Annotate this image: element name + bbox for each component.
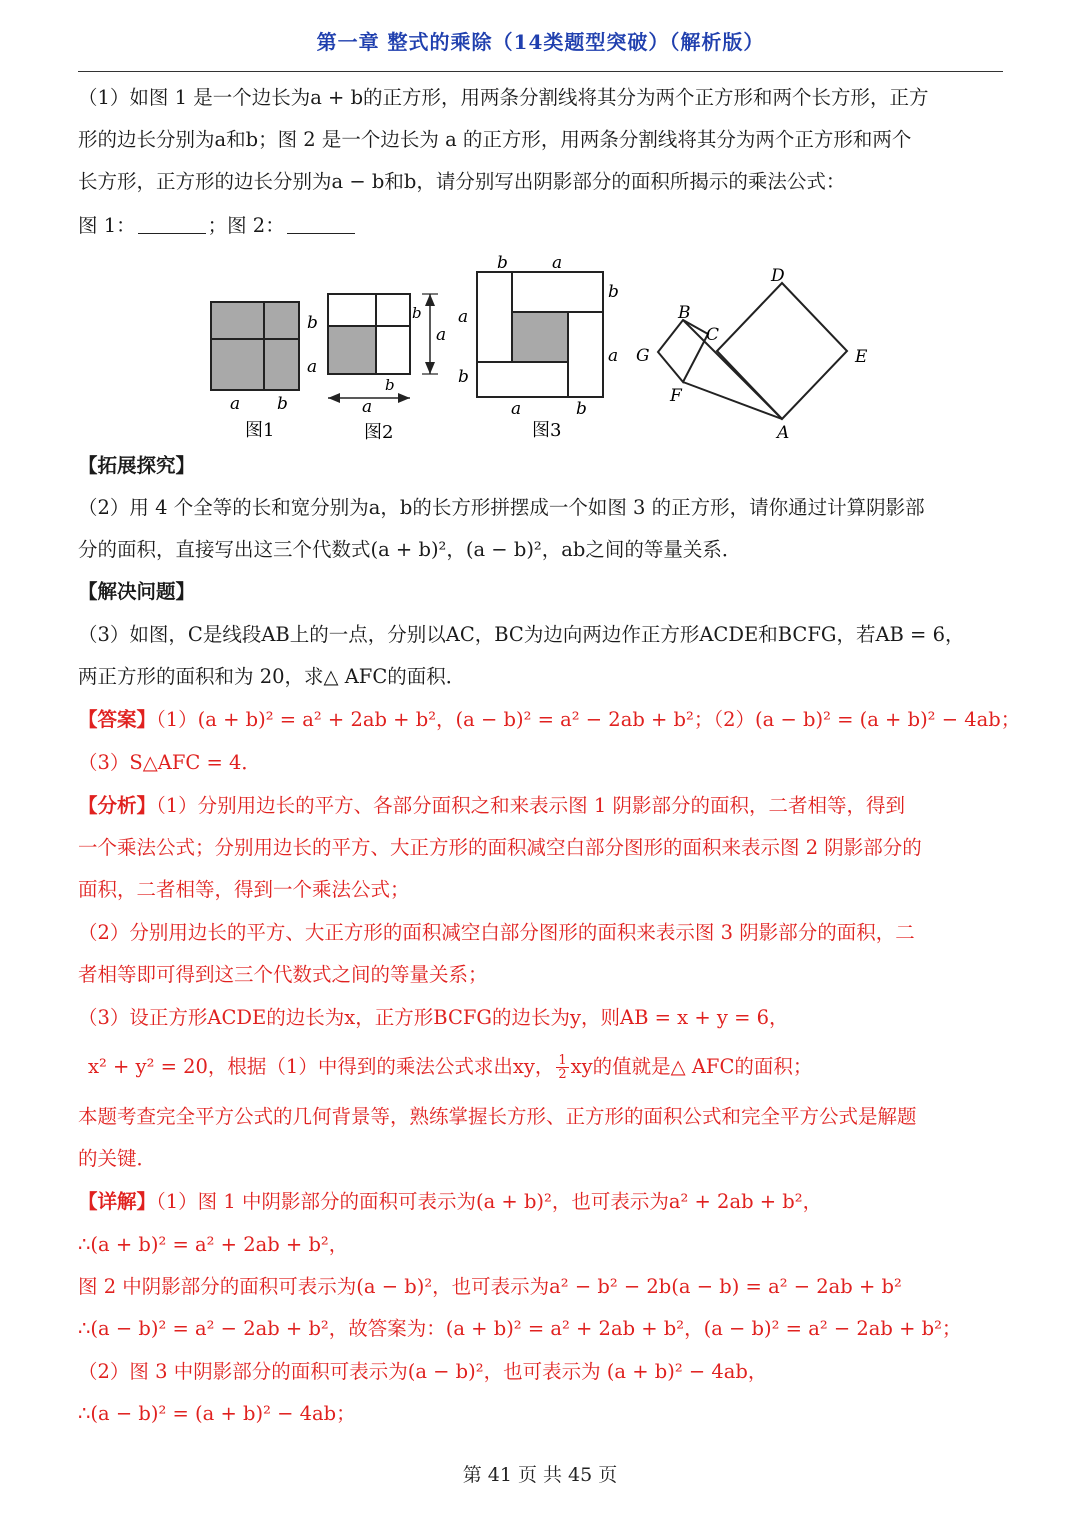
point-a-label: A: [777, 423, 790, 443]
q1-blanks-line: [78, 212, 1008, 240]
header-rule: [78, 71, 1003, 72]
detail-tag: 【详解】: [78, 1190, 157, 1213]
figure-1: [211, 302, 318, 441]
fig1-square: [211, 302, 299, 390]
fig2-label-b-right: b: [412, 304, 422, 322]
q2-line2: 分的面积，直接写出这三个代数式(a + b)²，(a − b)²，ab之间的等量关系．: [78, 538, 742, 561]
answer-line1: [78, 706, 1021, 734]
point-g-label: G: [636, 346, 650, 366]
fraction-denominator: 2: [558, 1067, 567, 1082]
segment-fa: [683, 382, 782, 419]
figure-2: [328, 294, 446, 443]
fig3-label-a-right: a: [608, 346, 619, 366]
fig2-v-arrow-down: [425, 362, 435, 374]
fig3-label-b-left: b: [458, 367, 469, 387]
fig1-blank-label: 图 1：: [78, 214, 136, 237]
fig2-v-arrow-up: [425, 294, 435, 306]
fig3-label-a-left: a: [458, 307, 469, 327]
figure-4-labels: [636, 266, 868, 443]
fig1-answer-blank: [138, 213, 206, 234]
detail-line1: [78, 1188, 1008, 1216]
point-c-label: C: [706, 325, 720, 345]
q1-line3: 长方形，正方形的边长分别为a − b和b，请分别写出阴影部分的面积所揭示的乘法公式：: [78, 170, 846, 193]
page-header: 第一章 整式的乘除（14类题型突破）（解析版）: [316, 30, 765, 54]
analysis-text7a: x² + y² = 20，根据（1）中得到的乘法公式求出xy，: [88, 1055, 555, 1078]
q3-line1: （3）如图，C是线段AB上的一点，分别以AC，BC为边向两边作正方形ACDE和BCFG，若AB = 6，: [78, 623, 965, 646]
analysis-line1: [78, 792, 1008, 820]
figures-svg: [200, 248, 900, 448]
fig3-shaded-square: [512, 312, 568, 362]
section-solve: 【解决问题】: [78, 580, 196, 603]
fig2-label-a-bottom: a: [362, 397, 373, 417]
fig2-h-arrow-right: [398, 393, 410, 403]
square-bcfg: [658, 320, 708, 382]
fig1-label-a-bottom: a: [230, 394, 241, 414]
detail-line5: （2）图 3 中阴影部分的面积可表示为(a − b)²，也可表示为 (a + b)² − 4ab，: [78, 1360, 768, 1383]
q1-line2: 形的边长分别为a和b；图 2 是一个边长为 a 的正方形，用两条分割线将其分为两个正方形和两个: [78, 128, 912, 151]
answer-text: （1）(a + b)² = a² + 2ab + b²，(a − b)² = a² − 2ab + b²；（2）(a − b)² = (a + b)² − 4ab；: [156, 708, 1021, 731]
point-b-label: B: [678, 303, 691, 323]
fig1-label-a-right: a: [307, 357, 318, 377]
point-f-label: F: [670, 386, 682, 406]
fig3-label-b-bottom: b: [576, 399, 587, 419]
point-d-label: D: [771, 266, 785, 286]
page-footer: 第 41 页 共 45 页: [462, 1464, 618, 1486]
figures-area: [200, 248, 900, 448]
fig1-label-b-right: b: [307, 313, 318, 333]
fig3-label-a-bottom: a: [511, 399, 522, 419]
detail-line2: ∴(a + b)² = a² + 2ab + b²，: [78, 1233, 349, 1256]
fig3-label-a-top: a: [552, 253, 563, 273]
figure-3: [458, 253, 619, 441]
analysis-line7: [88, 1053, 1018, 1081]
analysis-line8: 本题考查完全平方公式的几何背景等，熟练掌握长方形、正方形的面积公式和完全平方公式是解题: [78, 1105, 917, 1128]
fraction-half: [556, 1054, 568, 1081]
detail-text1: （1）图 1 中阴影部分的面积可表示为(a + b)²，也可表示为a² + 2ab + b²，: [156, 1190, 823, 1213]
analysis-tag: 【分析】: [78, 794, 157, 817]
fig3-caption: 图3: [532, 420, 562, 441]
fig1-caption: 图1: [245, 420, 275, 441]
fig3-label-b-top: b: [497, 253, 508, 273]
analysis-line6: （3）设正方形ACDE的边长为x，正方形BCFG的边长为y，则AB = x + y = 6，: [78, 1006, 789, 1029]
detail-line6: ∴(a − b)² = (a + b)² − 4ab；: [78, 1402, 356, 1425]
fig3-label-b-right: b: [608, 282, 619, 302]
section-extend: 【拓展探究】: [78, 454, 196, 477]
answer-tag: 【答案】: [78, 708, 157, 731]
q2-line1: （2）用 4 个全等的长和宽分别为a，b的长方形拼摆成一个如图 3 的正方形，请你通过计算阴影部: [78, 496, 925, 519]
analysis-line4: （2）分别用边长的平方、大正方形的面积减空白部分图形的面积来表示图 3 阴影部分的面积，二: [78, 921, 915, 944]
q1-line1: （1）如图 1 是一个边长为a + b的正方形，用两条分割线将其分为两个正方形和两个长方形，正方: [78, 86, 929, 109]
fig2-label-a-right: a: [436, 325, 447, 345]
point-e-label: E: [855, 347, 868, 367]
answer-line2: （3）S△AFC = 4．: [78, 751, 261, 774]
analysis-text7b: xy的值就是△ AFC的面积；: [570, 1055, 813, 1078]
analysis-line5: 者相等即可得到这三个代数式之间的等量关系；: [78, 963, 488, 986]
fig2-blank-label: ；图 2：: [207, 214, 285, 237]
analysis-line9: 的关键．: [78, 1147, 157, 1170]
analysis-line2: 一个乘法公式；分别用边长的平方、大正方形的面积减空白部分图形的面积来表示图 2 阴影部分的: [78, 836, 922, 859]
fraction-numerator: 1: [558, 1053, 567, 1068]
fig2-h-arrow-left: [328, 393, 340, 403]
analysis-text1: （1）分别用边长的平方、各部分面积之和来表示图 1 阴影部分的面积，二者相等，得到: [156, 794, 905, 817]
fig2-answer-blank: [287, 213, 355, 234]
analysis-line3: 面积，二者相等，得到一个乘法公式；: [78, 878, 410, 901]
fig1-label-b-bottom: b: [277, 394, 288, 414]
detail-line3: 图 2 中阴影部分的面积可表示为(a − b)²，也可表示为a² − b² − 2b(a − b) = a² − 2ab + b²: [78, 1275, 902, 1298]
square-acde: [717, 283, 847, 419]
q3-line2: 两正方形的面积和为 20，求△ AFC的面积．: [78, 665, 466, 688]
fig2-caption: 图2: [364, 422, 394, 443]
fig2-shaded-square: [328, 326, 376, 374]
detail-line4: ∴(a − b)² = a² − 2ab + b²，故答案为：(a + b)² = a² + 2ab + b²，(a − b)² = a² − 2ab + b²；: [78, 1317, 962, 1340]
fig2-label-b-bottom: b: [385, 376, 395, 394]
